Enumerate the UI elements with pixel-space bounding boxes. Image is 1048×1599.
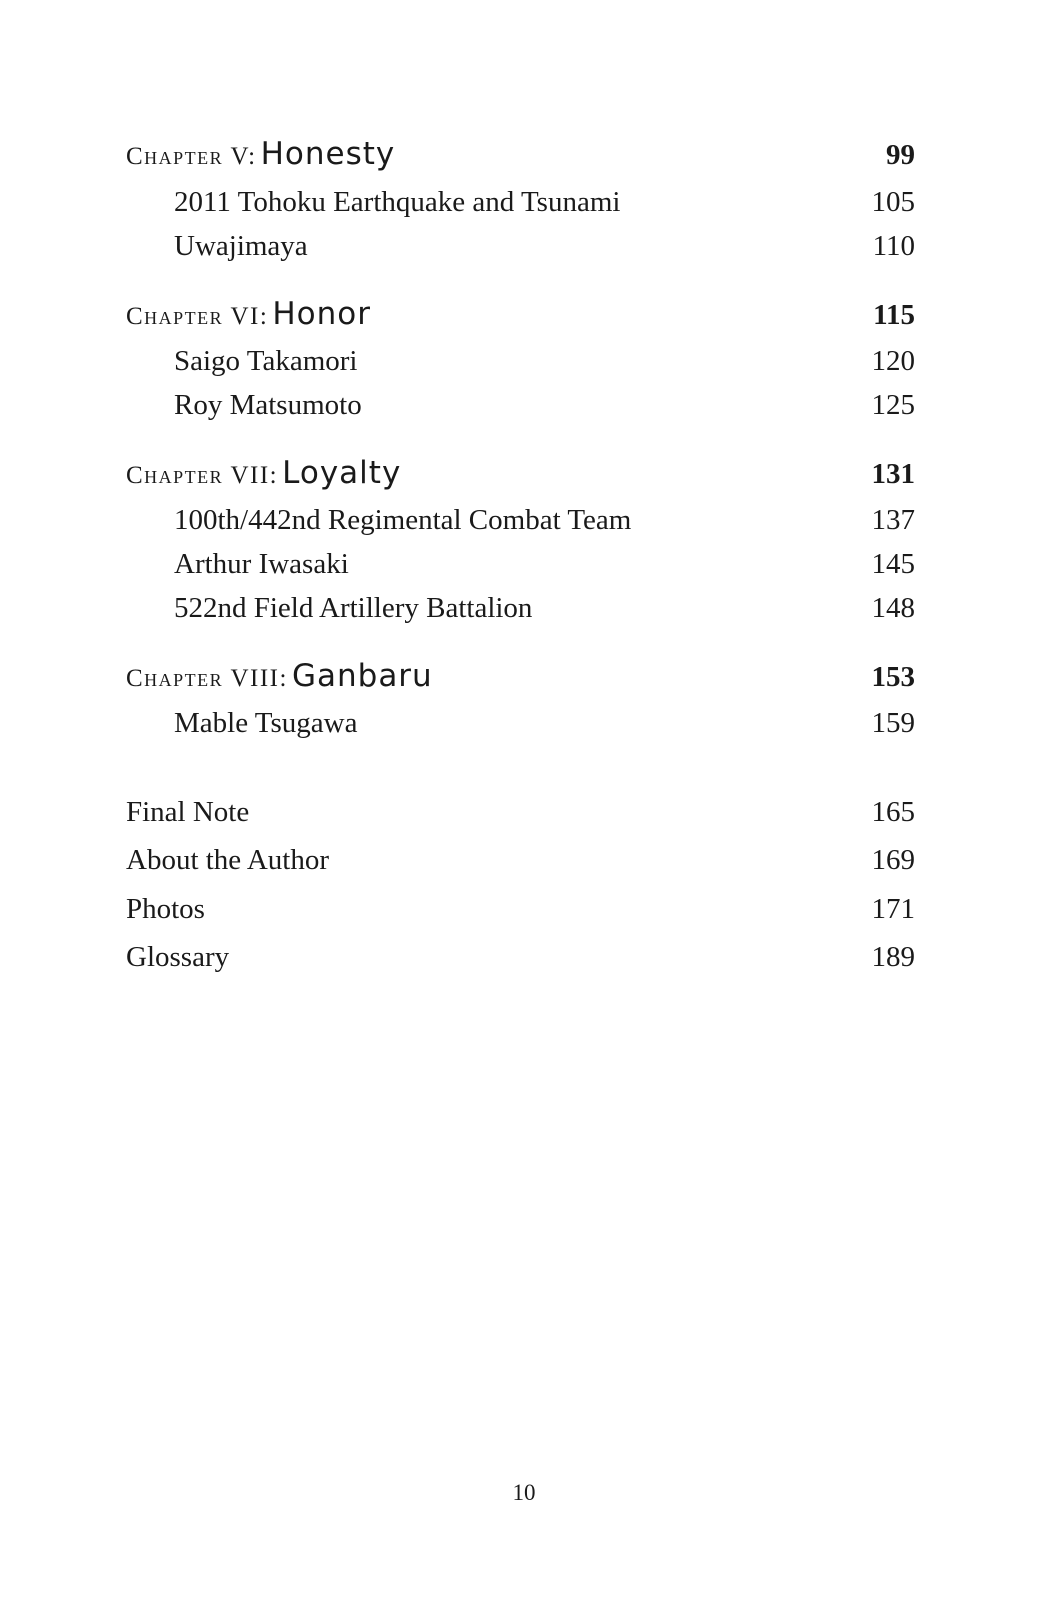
toc-entry-label: About the Author xyxy=(126,844,329,876)
toc-entry-page: 189 xyxy=(871,941,915,973)
toc-entry xyxy=(174,707,915,740)
back-matter-entry xyxy=(126,844,915,877)
toc-entry-label: Arthur Iwasaki xyxy=(174,548,349,580)
chapter-heading xyxy=(126,455,915,491)
toc-entry-page: 137 xyxy=(871,504,915,536)
chapter-page-number: 153 xyxy=(871,661,915,693)
toc-entry-label: 100th/442nd Regimental Combat Team xyxy=(174,504,632,536)
chapter-prefix: Chapter V: xyxy=(126,143,257,170)
toc-entry-page: 145 xyxy=(871,548,915,580)
chapter-page-number: 115 xyxy=(873,299,915,331)
toc-entry-label: Glossary xyxy=(126,941,230,973)
chapter-title: Honor xyxy=(272,296,371,332)
toc-entry-page: 125 xyxy=(871,389,915,421)
toc-entry xyxy=(174,389,915,422)
toc-entry xyxy=(174,186,915,219)
chapter-heading xyxy=(126,296,915,332)
toc-entry-page: 110 xyxy=(872,230,915,262)
toc-entry-page: 159 xyxy=(871,707,915,739)
toc-entry xyxy=(174,345,915,378)
chapter-title: Loyalty xyxy=(282,455,402,491)
toc-entry-label: Final Note xyxy=(126,796,250,828)
toc-entry-label: 2011 Tohoku Earthquake and Tsunami xyxy=(174,186,621,218)
toc-entry-label: Photos xyxy=(126,893,205,925)
chapter-page-number: 99 xyxy=(886,139,915,171)
chapter-prefix: Chapter VIII: xyxy=(126,665,288,692)
toc-entry-label: Roy Matsumoto xyxy=(174,389,362,421)
toc-entry xyxy=(174,504,915,537)
chapter-title: Ganbaru xyxy=(291,658,433,694)
toc-entry-label: Mable Tsugawa xyxy=(174,707,358,739)
chapter-title: Honesty xyxy=(260,136,396,172)
toc-entry-page: 148 xyxy=(871,592,915,624)
toc-entry-label: 522nd Field Artillery Battalion xyxy=(174,592,533,624)
toc-entry-label: Uwajimaya xyxy=(174,230,308,262)
chapter-heading xyxy=(126,136,915,172)
toc-entry-page: 169 xyxy=(871,844,915,876)
page-number: 10 xyxy=(512,1480,536,1505)
chapter-heading xyxy=(126,658,915,694)
toc-entry-page: 171 xyxy=(871,893,915,925)
chapter-prefix: Chapter VII: xyxy=(126,462,279,489)
toc-entry-page: 120 xyxy=(871,345,915,377)
chapter-page-number: 131 xyxy=(871,458,915,490)
toc-entry xyxy=(174,230,915,263)
toc-entry xyxy=(174,548,915,581)
back-matter-entry xyxy=(126,796,915,829)
toc-entry xyxy=(174,592,915,625)
toc-entry-label: Saigo Takamori xyxy=(174,345,358,377)
toc-entry-page: 165 xyxy=(871,796,915,828)
back-matter-entry xyxy=(126,941,915,974)
toc-entry-page: 105 xyxy=(871,186,915,218)
back-matter-entry xyxy=(126,893,915,926)
chapter-prefix: Chapter VI: xyxy=(126,303,269,330)
